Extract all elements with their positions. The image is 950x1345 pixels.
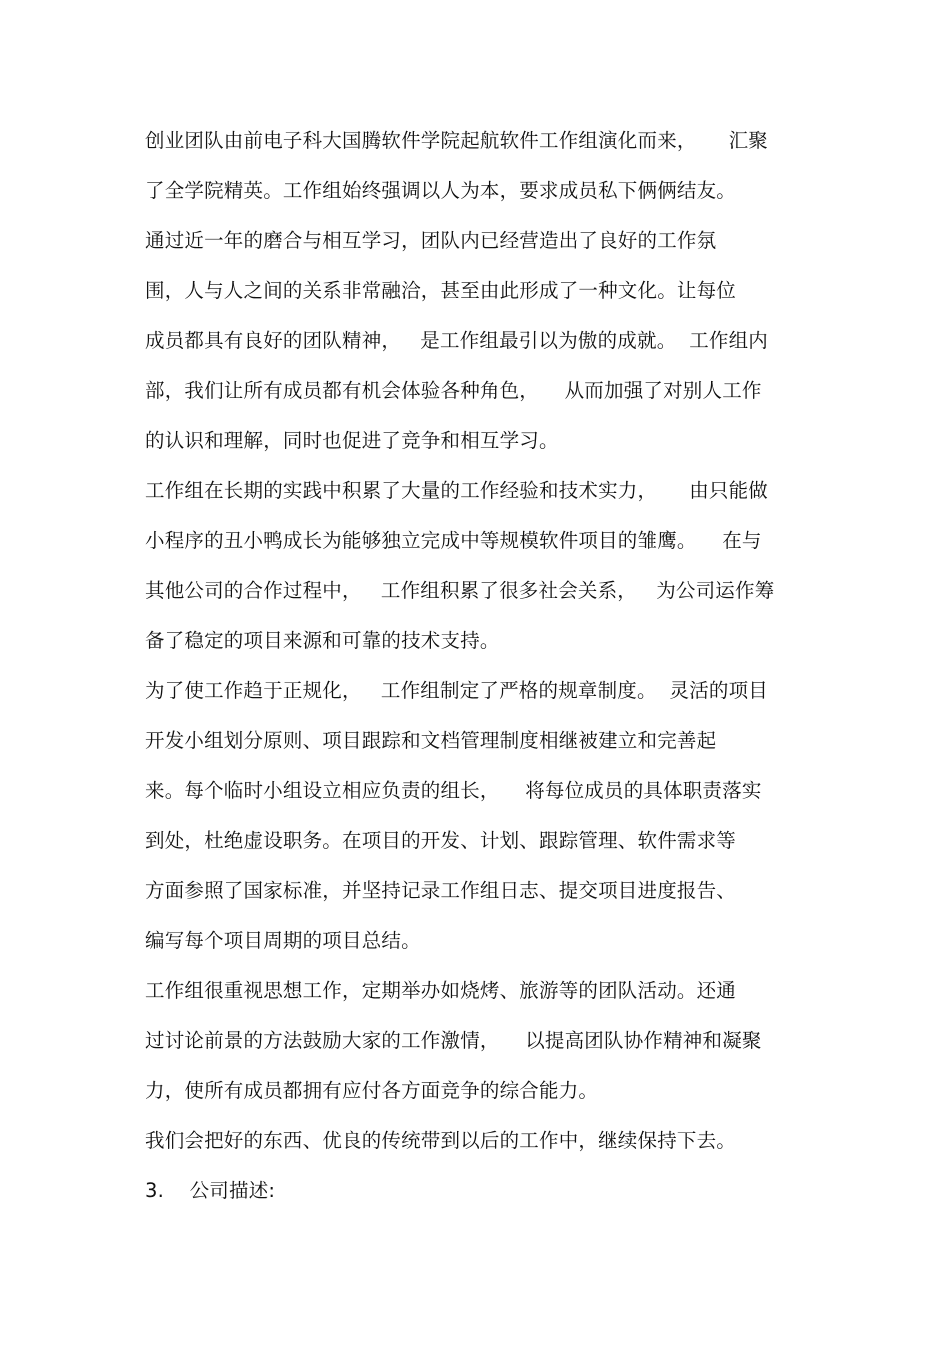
- paragraph-line: 编写每个项目周期的项目总结。: [145, 929, 421, 952]
- paragraph-line: 开发小组划分原则、项目跟踪和文档管理制度相继被建立和完善起: [145, 729, 717, 752]
- paragraph-line: 来。每个临时小组设立相应负责的组长， 将每位成员的具体职责落实: [145, 779, 762, 802]
- paragraph-line: 其他公司的合作过程中， 工作组积累了很多社会关系， 为公司运作筹: [145, 579, 775, 602]
- paragraph-line: 成员都具有良好的团队精神， 是工作组最引以为傲的成就。 工作组内: [145, 329, 768, 352]
- paragraph-line: 创业团队由前电子科大国腾软件学院起航软件工作组演化而来， 汇聚: [145, 129, 768, 152]
- paragraph-line: 到处，杜绝虚设职务。在项目的开发、计划、跟踪管理、软件需求等: [145, 829, 737, 852]
- paragraph-line: 方面参照了国家标准，并坚持记录工作组日志、提交项目进度报告、: [145, 879, 737, 902]
- paragraph-line: 工作组在长期的实践中积累了大量的工作经验和技术实力， 由只能做: [145, 479, 768, 502]
- paragraph-line: 围，人与人之间的关系非常融洽，甚至由此形成了一种文化。让每位: [145, 279, 737, 302]
- paragraph-line: 备了稳定的项目来源和可靠的技术支持。: [145, 629, 500, 652]
- paragraph-line: 力，使所有成员都拥有应付各方面竞争的综合能力。: [145, 1079, 599, 1102]
- paragraph-line: 小程序的丑小鸭成长为能够独立完成中等规模软件项目的雏鹰。 在与: [145, 529, 762, 552]
- paragraph-line: 部，我们让所有成员都有机会体验各种角色， 从而加强了对别人工作: [145, 379, 762, 402]
- paragraph-line: 过讨论前景的方法鼓励大家的工作激情， 以提高团队协作精神和凝聚: [145, 1029, 762, 1052]
- paragraph-line: 通过近一年的磨合与相互学习，团队内已经营造出了良好的工作氛: [145, 229, 717, 252]
- paragraph-line: 的认识和理解，同时也促进了竞争和相互学习。: [145, 429, 559, 452]
- paragraph-line: 我们会把好的东西、优良的传统带到以后的工作中，继续保持下去。: [145, 1129, 737, 1152]
- paragraph-line: 工作组很重视思想工作，定期举办如烧烤、旅游等的团队活动。还通: [145, 979, 737, 1002]
- section-heading: 3. 公司描述:: [145, 1179, 276, 1202]
- paragraph-line: 了全学院精英。工作组始终强调以人为本，要求成员私下俩俩结友。: [145, 179, 737, 202]
- paragraph-line: 为了使工作趋于正规化， 工作组制定了严格的规章制度。 灵活的项目: [145, 679, 768, 702]
